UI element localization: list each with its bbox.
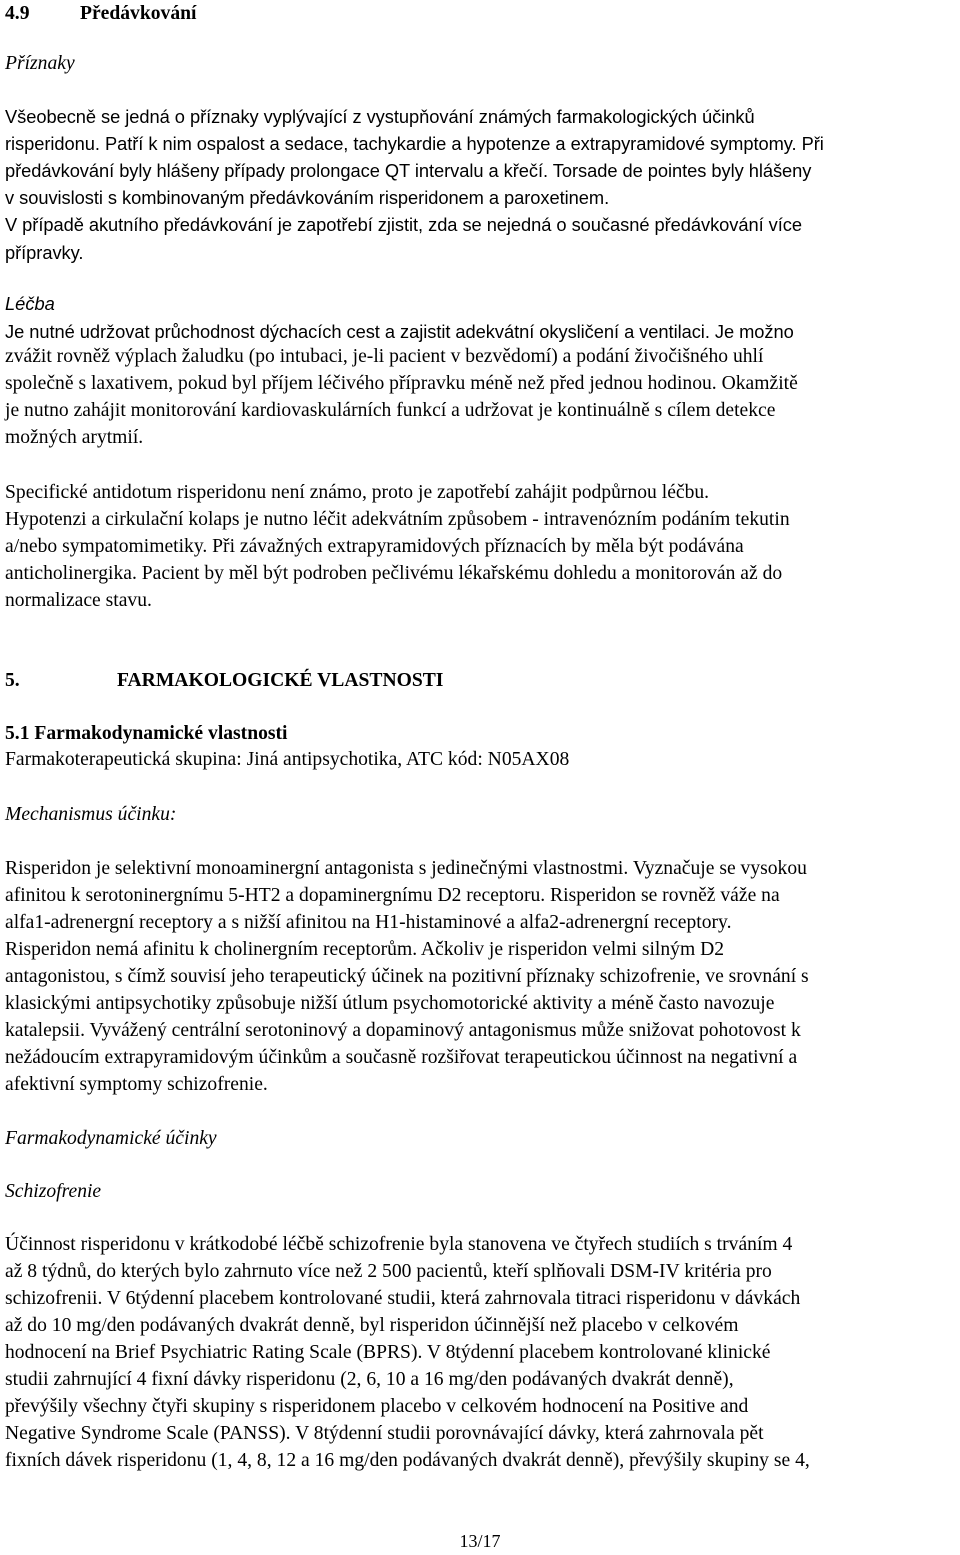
text-line: schizofrenii. V 6týdenní placebem kontrolované studii, která zahrnovala titraci risperidonu v dávkách bbox=[5, 1288, 801, 1309]
text-line: hodnocení na Brief Psychiatric Rating Scale (BPRS). V 8týdenní placebem kontrolované klinické bbox=[5, 1342, 771, 1363]
text-line: nežádoucím extrapyramidovým účinkům a současně rozšiřovat terapeutickou účinnost na negativní a bbox=[5, 1047, 798, 1068]
text-line: alfa1-adrenergní receptory a s nižší afinitou na H1-histaminové a alfa2-adrenergní receptory. bbox=[5, 912, 732, 933]
text-line: normalizace stavu. bbox=[5, 590, 152, 611]
text-line: Je nutné udržovat průchodnost dýchacích cest a zajistit adekvátní okysličení a ventilaci. Je možno bbox=[5, 321, 794, 342]
text-line: anticholinergika. Pacient by měl být podroben pečlivému lékařskému dohledu a monitorován až do bbox=[5, 563, 783, 584]
subheading-treatment: Léčba bbox=[5, 293, 55, 314]
section-heading-4-9 bbox=[5, 0, 960, 27]
text-line: Negative Syndrome Scale (PANSS). V 8týdenní studii porovnávající dávky, která zahrnovala pět bbox=[5, 1423, 764, 1444]
atc-group-line: Farmakoterapeutická skupina: Jiná antipsychotika, ATC kód: N05AX08 bbox=[5, 749, 570, 770]
text-line: v souvislosti s kombinovaným předávkováním risperidonem a paroxetinem. bbox=[5, 187, 610, 208]
text-line: studii zahrnující 4 fixní dávky risperidonu (2, 6, 10 a 16 mg/den podávaných dvakrát denně), bbox=[5, 1369, 734, 1390]
text-line: fixních dávek risperidonu (1, 4, 8, 12 a 16 mg/den podávaných dvakrát denně), převýšily skupiny se 4, bbox=[5, 1450, 810, 1471]
text-line: a/nebo sympatomimetiky. Při závažných extrapyramidových příznacích by měla být podávána bbox=[5, 536, 744, 557]
text-line: risperidonu. Patří k nim ospalost a sedace, tachykardie a hypotenze a extrapyramidové symptomy. Při bbox=[5, 133, 824, 154]
section-title: Farmakodynamické vlastnosti bbox=[34, 723, 288, 744]
subheading-symptoms: Příznaky bbox=[5, 53, 75, 74]
text-line: antagonistou, s čímž souvisí jeho terapeutický účinek na pozitivní příznaky schizofrenie, ve srovnání s bbox=[5, 966, 809, 987]
text-line: je nutno zahájit monitorování kardiovaskulárních funkcí a udržovat je kontinuálně s cílem detekce bbox=[5, 400, 776, 421]
text-line: až do 10 mg/den podávaných dvakrát denně, byl risperidon účinnější než placebo v celkovém bbox=[5, 1315, 739, 1336]
text-line: Účinnost risperidonu v krátkodobé léčbě schizofrenie byla stanovena ve čtyřech studiích s trváním 4 bbox=[5, 1234, 793, 1255]
text-line: společně s laxativem, pokud byl příjem léčivého přípravku méně než před jednou hodinou. Okamžitě bbox=[5, 373, 798, 394]
text-line: Všeobecně se jedná o příznaky vyplývající z vystupňování známých farmakologických účinků bbox=[5, 106, 755, 127]
section-number: 4.9 bbox=[5, 3, 30, 24]
section-heading-5-1 bbox=[5, 720, 960, 747]
section-number: 5. bbox=[5, 670, 20, 691]
subheading-mechanism: Mechanismus účinku: bbox=[5, 804, 177, 825]
subheading-pharmacodynamic-effects: Farmakodynamické účinky bbox=[5, 1128, 217, 1149]
text-line: katalepsii. Vyvážený centrální serotoninový a dopaminový antagonismus může snižovat pohotovost k bbox=[5, 1020, 801, 1041]
text-line: klasickými antipsychotiky způsobuje nižší útlum psychomotorické aktivity a méně často navozuje bbox=[5, 993, 775, 1014]
text-line: Risperidon nemá afinitu k cholinergním receptorům. Ačkoliv je risperidon velmi silným D2 bbox=[5, 939, 725, 960]
subheading-schizophrenia: Schizofrenie bbox=[5, 1181, 102, 1202]
section-number: 5.1 bbox=[5, 723, 30, 744]
text-line: až 8 týdnů, do kterých bylo zahrnuto více než 2 500 pacientů, kteří splňovali DSM-IV kritéria pro bbox=[5, 1261, 772, 1282]
text-line: možných arytmií. bbox=[5, 427, 144, 448]
section-title: Předávkování bbox=[80, 3, 197, 24]
page-number: 13/17 bbox=[459, 1531, 501, 1551]
text-line: Specifické antidotum risperidonu není známo, proto je zapotřebí zahájit podpůrnou léčbu. bbox=[5, 482, 710, 503]
text-line: převýšily všechny čtyři skupiny s risperidonem placebo v celkovém hodnocení na Positive and bbox=[5, 1396, 749, 1417]
text-line: Risperidon je selektivní monoaminergní antagonista s jedinečnými vlastnostmi. Vyznačuje se vysokou bbox=[5, 858, 807, 879]
text-line: přípravky. bbox=[5, 242, 84, 263]
text-line: předávkování byly hlášeny případy prolongace QT intervalu a křečí. Torsade de pointes byly hlášeny bbox=[5, 160, 812, 181]
text-line: V případě akutního předávkování je zapotřebí zjistit, zda se nejedná o současné předávkování více bbox=[5, 214, 802, 235]
section-heading-5 bbox=[5, 667, 960, 694]
text-line: afinitou k serotoninergnímu 5-HT2 a dopaminergnímu D2 receptoru. Risperidon se rovněž váže na bbox=[5, 885, 780, 906]
text-line: Hypotenzi a cirkulační kolaps je nutno léčit adekvátním způsobem - intravenózním podáním tekutin bbox=[5, 509, 790, 530]
text-line: zvážit rovněž výplach žaludku (po intubaci, je-li pacient v bezvědomí) a podání živočišného uhlí bbox=[5, 346, 764, 367]
text-line: afektivní symptomy schizofrenie. bbox=[5, 1074, 268, 1095]
section-title: FARMAKOLOGICKÉ VLASTNOSTI bbox=[117, 670, 444, 691]
